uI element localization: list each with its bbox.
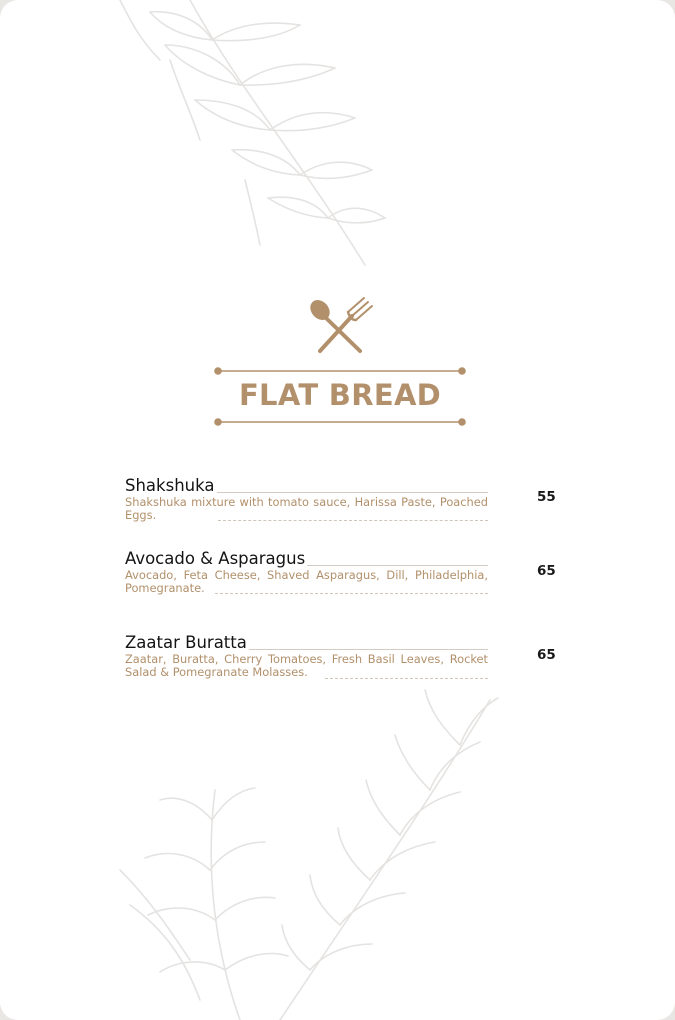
menu-item bbox=[125, 476, 565, 526]
section-title: FLAT BREAD bbox=[238, 378, 442, 412]
item-description: Zaatar, Buratta, Cherry Tomatoes, Fresh Basil Leaves, Rocket Salad & Pomegranate Molasses. bbox=[125, 652, 488, 679]
item-name: Avocado & Asparagus bbox=[125, 549, 306, 568]
item-price: 55 bbox=[537, 489, 556, 505]
item-description: Shakshuka mixture with tomato sauce, Harissa Paste, Poached Eggs. bbox=[125, 495, 488, 522]
menu-item bbox=[125, 633, 565, 683]
item-price: 65 bbox=[537, 563, 556, 579]
spoon-fork-icon bbox=[304, 296, 376, 356]
item-name: Shakshuka bbox=[125, 476, 215, 495]
description-dashed-line bbox=[325, 678, 488, 679]
item-description: Avocado, Feta Cheese, Shaved Asparagus, Dill, Philadelphia, Pomegranate. bbox=[125, 568, 488, 595]
item-price: 65 bbox=[537, 647, 556, 663]
description-dashed-line bbox=[215, 593, 488, 594]
menu-item bbox=[125, 549, 565, 599]
item-name: Zaatar Buratta bbox=[125, 633, 247, 652]
description-dashed-line bbox=[218, 520, 488, 521]
